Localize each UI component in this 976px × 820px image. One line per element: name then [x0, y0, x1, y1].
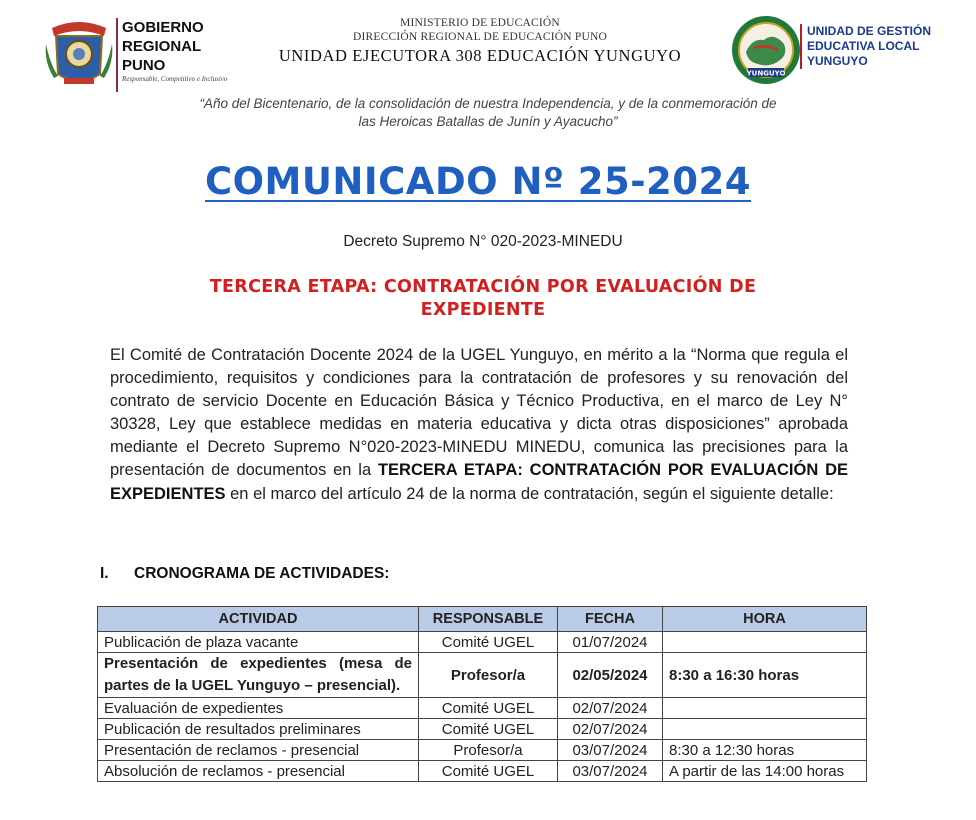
table-row [98, 698, 867, 719]
ugel-name [800, 24, 970, 69]
table-row [98, 719, 867, 740]
table-row [98, 740, 867, 761]
ugel-line-3: YUNGUYO [807, 54, 868, 68]
cell-responsable: Comité UGEL [419, 719, 558, 740]
unit-name: UNIDAD EJECUTORA 308 EDUCACIÓN YUNGUYO [278, 46, 682, 65]
header-fecha: FECHA [558, 607, 663, 632]
cell-fecha: 03/07/2024 [558, 740, 663, 761]
section-number: I. [100, 565, 109, 582]
gobierno-regional-name [116, 18, 234, 92]
direction-name: DIRECCIÓN REGIONAL DE EDUCACIÓN PUNO [352, 31, 607, 43]
gob-line-1: GOBIERNO [122, 19, 204, 36]
body-bold-stage: TERCERA ETAPA: CONTRATACIÓN POR EVALUACIÓN DE EXPEDIENTES [110, 461, 848, 503]
stage-subtitle [150, 276, 816, 322]
body-text-2: en el marco del artículo 24 de la norma de contratación, según el siguiente detalle: [225, 484, 834, 503]
section-heading [100, 565, 389, 583]
decree-reference: Decreto Supremo N° 020-2023-MINEDU [343, 233, 623, 250]
cell-actividad: Presentación de reclamos - presencial [98, 740, 419, 761]
header-responsable: RESPONSABLE [419, 607, 558, 632]
cell-hora: A partir de las 14:00 horas [663, 761, 867, 782]
header-actividad: ACTIVIDAD [98, 607, 419, 632]
header-hora: HORA [663, 607, 867, 632]
cell-responsable: Comité UGEL [419, 761, 558, 782]
cell-responsable: Profesor/a [419, 740, 558, 761]
schedule-table [97, 606, 867, 782]
ugel-yunguyo-seal [730, 14, 802, 86]
cell-actividad: Absolución de reclamos - presencial [98, 761, 419, 782]
ugel-line-2: EDUCATIVA LOCAL [807, 39, 920, 53]
cell-actividad: Presentación de expedientes (mesa de partes de la UGEL Yunguyo – presencial). [98, 653, 419, 698]
ugel-line-1: UNIDAD DE GESTIÓN [807, 24, 932, 38]
cell-fecha: 02/05/2024 [558, 653, 663, 698]
cell-responsable: Comité UGEL [419, 698, 558, 719]
gob-line-2: REGIONAL [122, 38, 202, 55]
gob-motto: Responsable, Competitivo e Inclusivo [122, 75, 228, 83]
table-header-row [98, 607, 867, 632]
cell-fecha: 03/07/2024 [558, 761, 663, 782]
cell-responsable: Profesor/a [419, 653, 558, 698]
table-row [98, 761, 867, 782]
cell-responsable: Comité UGEL [419, 632, 558, 653]
header-institution [240, 16, 720, 67]
year-motto [100, 95, 876, 131]
cell-fecha: 01/07/2024 [558, 632, 663, 653]
gobierno-regional-puno-logo [44, 14, 114, 90]
section-title: CRONOGRAMA DE ACTIVIDADES: [134, 565, 390, 582]
cell-actividad: Publicación de plaza vacante [98, 632, 419, 653]
table-row [98, 653, 867, 698]
body-paragraph [110, 344, 848, 506]
year-motto-line-1: “Año del Bicentenario, de la consolidación de nuestra Independencia, y de la conmemoración de [199, 96, 777, 111]
year-motto-line-2: las Heroicas Batallas de Junín y Ayacucho” [358, 114, 618, 129]
stage-subtitle-line-1: TERCERA ETAPA: CONTRATACIÓN POR EVALUACIÓN DE [209, 277, 757, 297]
cell-actividad: Publicación de resultados preliminares [98, 719, 419, 740]
cell-hora: 8:30 a 16:30 horas [663, 653, 867, 698]
cell-hora [663, 719, 867, 740]
cell-hora [663, 698, 867, 719]
gob-line-3: PUNO [122, 57, 166, 74]
cell-fecha: 02/07/2024 [558, 719, 663, 740]
document-title: COMUNICADO Nº 25-2024 [204, 160, 752, 203]
table-row [98, 632, 867, 653]
stage-subtitle-line-2: EXPEDIENTE [420, 300, 546, 320]
cell-fecha: 02/07/2024 [558, 698, 663, 719]
ugel-seal-text: YUNGUYO [746, 69, 786, 78]
ministry-name: MINISTERIO DE EDUCACIÓN [400, 17, 560, 29]
cell-actividad: Evaluación de expedientes [98, 698, 419, 719]
cell-hora: 8:30 a 12:30 horas [663, 740, 867, 761]
cell-hora [663, 632, 867, 653]
body-text-1: El Comité de Contratación Docente 2024 de la UGEL Yunguyo, en mérito a la “Norma que regula el procedimiento, requisitos y condiciones para la contratación de profesores y su renovación del contrato de servicio Docente en Educación Básica y Técnico Productiva, en el marco de Ley N° 30328, Ley que establece medidas en materia educativa y dicta otras disposiciones” aprobada mediante el Decreto Supremo N°020-2023-MINEDU MINEDU, comunica las precisiones para la presentación de documentos en la [110, 346, 848, 480]
